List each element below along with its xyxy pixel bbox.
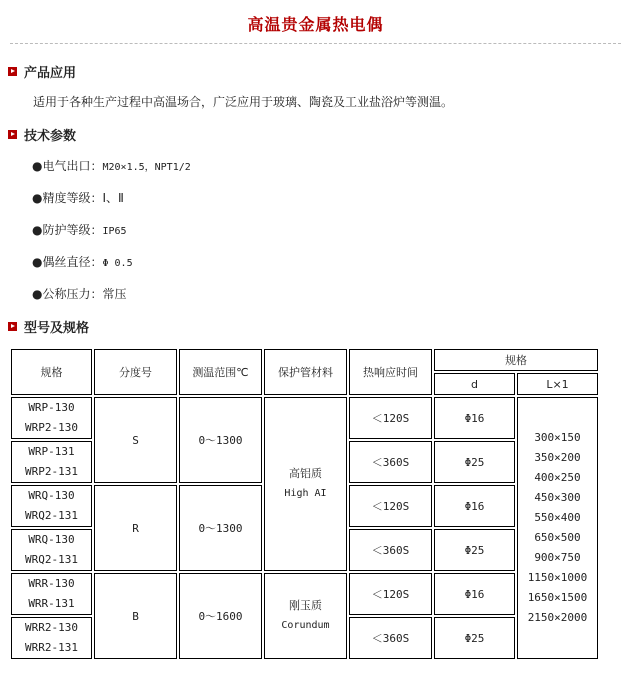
model-code: WRR-131 <box>28 597 75 610</box>
model-code: WRR-130 <box>28 577 75 590</box>
model-cell <box>11 529 92 571</box>
param-value: M20×1.5，NPT1/2 <box>102 162 191 173</box>
param-label: 电气出口： <box>42 159 103 173</box>
material-name: 刚玉质 <box>289 599 322 612</box>
table-row <box>11 573 598 615</box>
spec-table <box>9 347 600 661</box>
page-title: 高温贵金属热电偶 <box>247 15 384 34</box>
range-cell: 0～1300 <box>179 397 262 483</box>
table-row <box>11 397 598 439</box>
model-code: WRP2-131 <box>25 465 78 478</box>
lx1-value: 1650×1500 <box>527 591 588 604</box>
section-heading-label: 型号及规格 <box>24 321 90 336</box>
param-label: 偶丝直径： <box>42 255 103 269</box>
param-item <box>32 285 127 302</box>
param-item <box>32 221 127 238</box>
response-cell: ＜120S <box>349 485 432 527</box>
param-label: 防护等级： <box>42 223 103 237</box>
param-value: Φ 0.5 <box>102 258 133 269</box>
grade-cell: S <box>94 397 177 483</box>
param-bullet: ● <box>32 287 43 301</box>
model-code: WRR2-131 <box>25 641 78 654</box>
param-bullet: ● <box>32 255 43 269</box>
response-cell: ＜120S <box>349 397 432 439</box>
param-label: 公称压力： <box>42 287 103 301</box>
section-models-heading <box>8 317 89 336</box>
section-bullet-icon <box>8 130 17 139</box>
section-heading-label: 产品应用 <box>24 66 77 81</box>
lx1-value: 2150×2000 <box>527 611 588 624</box>
range-cell: 0～1600 <box>179 573 262 659</box>
model-cell <box>11 573 92 615</box>
material-name: 高铝质 <box>289 467 322 480</box>
model-cell <box>11 397 92 439</box>
header-spec: 规格 <box>11 349 92 395</box>
header-response: 热响应时间 <box>349 349 432 395</box>
param-bullet: ● <box>32 223 43 237</box>
param-value: IP65 <box>102 226 127 237</box>
section-bullet-icon <box>8 67 17 76</box>
material-en: High AI <box>284 488 327 499</box>
material-cell <box>264 397 347 571</box>
lx1-value: 1150×1000 <box>527 571 588 584</box>
title-divider <box>10 43 621 44</box>
model-code: WRQ2-131 <box>25 553 78 566</box>
model-code: WRQ-130 <box>28 533 75 546</box>
lx1-value: 400×250 <box>534 471 581 484</box>
lx1-value: 450×300 <box>534 491 581 504</box>
grade-cell: B <box>94 573 177 659</box>
header-range: 测温范围℃ <box>179 349 262 395</box>
header-grade: 分度号 <box>94 349 177 395</box>
lx1-value: 350×200 <box>534 451 581 464</box>
model-code: WRP-130 <box>28 401 75 414</box>
d-cell: Φ16 <box>434 573 515 615</box>
lx1-value: 300×150 <box>534 431 581 444</box>
model-code: WRQ-130 <box>28 489 75 502</box>
response-cell: ＜120S <box>349 573 432 615</box>
d-cell: Φ16 <box>434 485 515 527</box>
section-bullet-icon <box>8 322 17 331</box>
lx1-cell <box>517 397 598 659</box>
model-cell <box>11 485 92 527</box>
section-heading-label: 技术参数 <box>24 129 77 144</box>
material-en: Corundum <box>281 620 330 631</box>
d-cell: Φ25 <box>434 441 515 483</box>
model-code: WRP-131 <box>28 445 75 458</box>
model-code: WRQ2-131 <box>25 509 78 522</box>
header-material: 保护管材料 <box>264 349 347 395</box>
model-code: WRR2-130 <box>25 621 78 634</box>
model-cell <box>11 441 92 483</box>
d-cell: Φ16 <box>434 397 515 439</box>
param-item <box>32 189 124 206</box>
application-text: 适用于各种生产过程中高温场合，广泛应用于玻璃、陶瓷及工业盐浴炉等测温。 <box>33 95 454 109</box>
header-size: 规格 <box>434 349 598 371</box>
header-d: d <box>434 373 515 395</box>
lx1-value: 900×750 <box>534 551 581 564</box>
response-cell: ＜360S <box>349 441 432 483</box>
model-code: WRP2-130 <box>25 421 78 434</box>
param-value: Ⅰ、Ⅱ <box>102 191 124 205</box>
lx1-value: 650×500 <box>534 531 581 544</box>
d-cell: Φ25 <box>434 617 515 659</box>
param-bullet: ● <box>32 159 43 173</box>
grade-cell: R <box>94 485 177 571</box>
lx1-value: 550×400 <box>534 511 581 524</box>
section-parameters-heading <box>8 125 76 144</box>
model-cell <box>11 617 92 659</box>
param-label: 精度等级： <box>42 191 103 205</box>
section-application-heading <box>8 62 76 81</box>
d-cell: Φ25 <box>434 529 515 571</box>
response-cell: ＜360S <box>349 617 432 659</box>
material-cell <box>264 573 347 659</box>
range-cell: 0～1300 <box>179 485 262 571</box>
param-bullet: ● <box>32 191 43 205</box>
param-item <box>32 253 133 270</box>
param-value: 常压 <box>102 287 127 301</box>
param-item <box>32 157 191 174</box>
header-lx1: L×1 <box>517 373 598 395</box>
response-cell: ＜360S <box>349 529 432 571</box>
